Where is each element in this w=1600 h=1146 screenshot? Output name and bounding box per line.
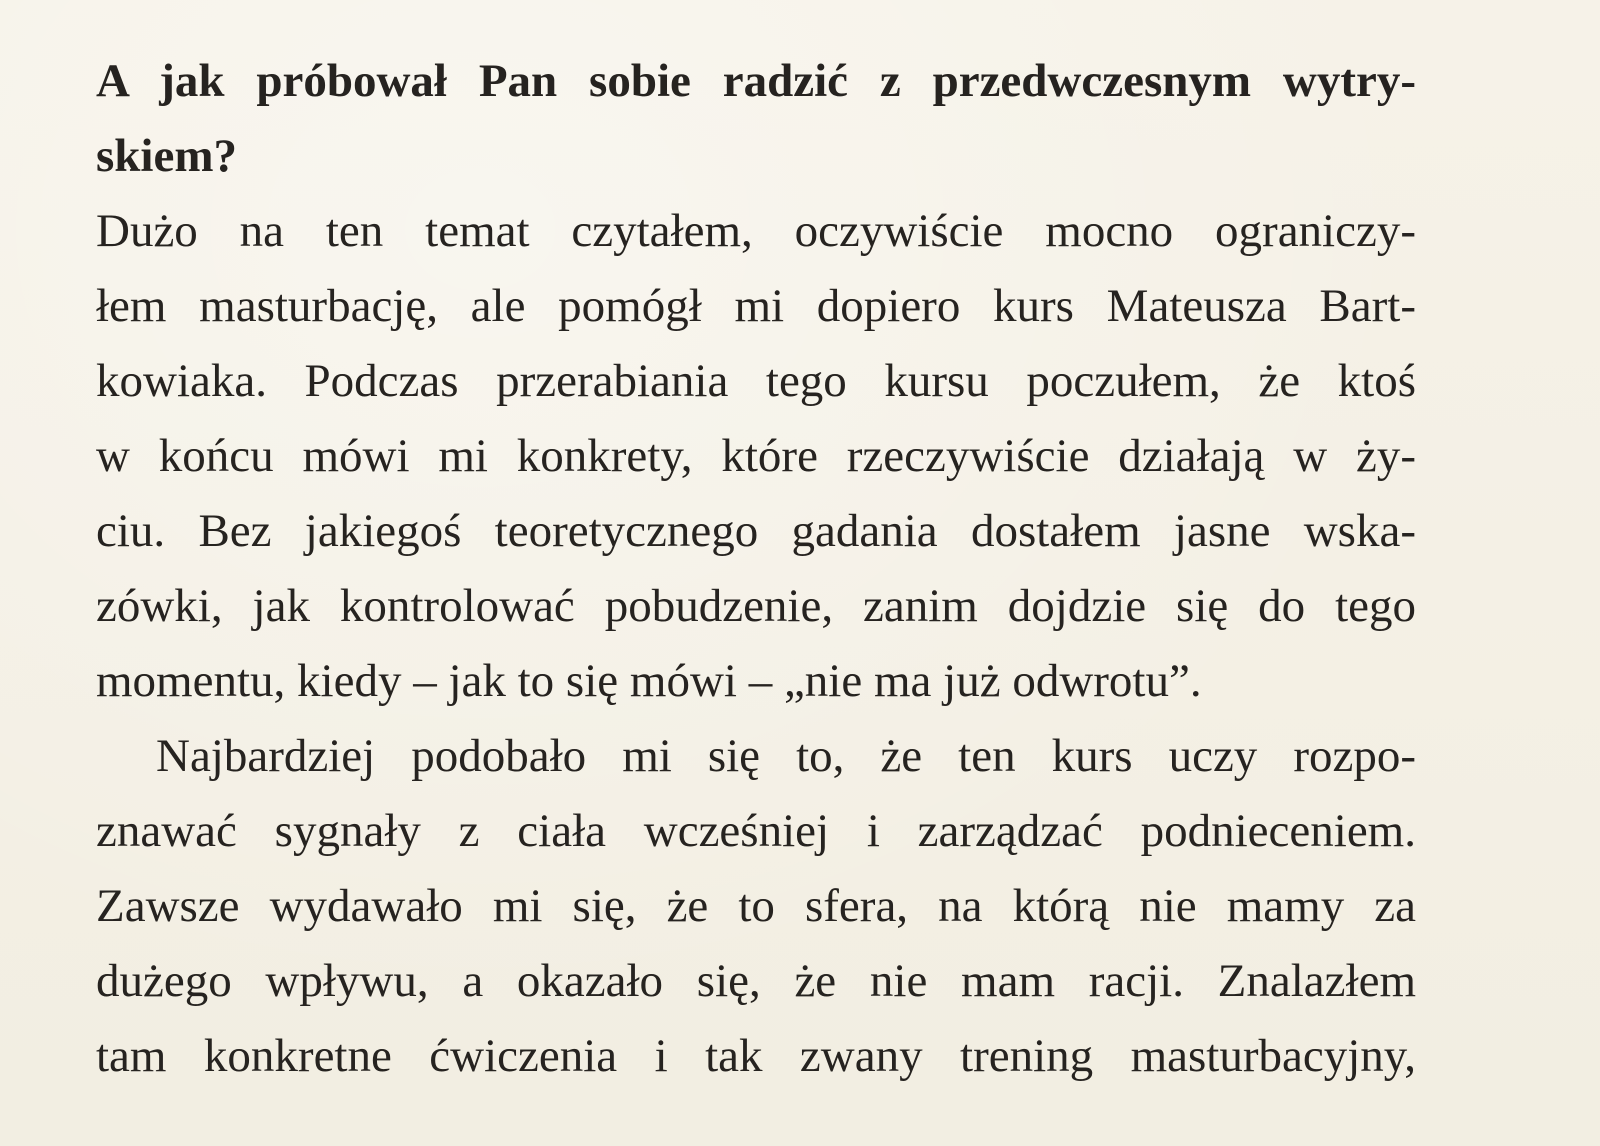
text-line: Dużo na ten temat czytałem, oczywiście mocno ograniczy- — [96, 205, 1416, 257]
interview-question — [96, 44, 1416, 194]
text-line: zówki, jak kontrolować pobudzenie, zanim dojdzie się do tego — [96, 580, 1416, 632]
text-line: znawać sygnały z ciała wcześniej i zarządzać podnieceniem. — [96, 805, 1416, 857]
text-line: łem masturbację, ale pomógł mi dopiero kurs Mateusza Bart- — [96, 280, 1416, 332]
text-line: dużego wpływu, a okazało się, że nie mam racji. Znalazłem — [96, 955, 1416, 1007]
question-line: skiem? — [96, 130, 237, 182]
page-text — [96, 44, 1416, 1094]
text-line: tam konkretne ćwiczenia i tak zwany trening masturbacyjny, — [96, 1030, 1416, 1082]
text-line: momentu, kiedy – jak to się mówi – „nie ma już odwrotu”. — [96, 655, 1202, 707]
question-line: A jak próbował Pan sobie radzić z przedwczesnym wytry- — [96, 55, 1416, 107]
answer-paragraph-1 — [96, 194, 1416, 719]
text-line: Najbardziej podobało mi się to, że ten kurs uczy rozpo- — [156, 730, 1416, 782]
text-line: kowiaka. Podczas przerabiania tego kursu poczułem, że ktoś — [96, 355, 1416, 407]
text-line: Zawsze wydawało mi się, że to sfera, na którą nie mamy za — [96, 880, 1416, 932]
answer-paragraph-2 — [96, 719, 1416, 1094]
text-line: w końcu mówi mi konkrety, które rzeczywiście działają w ży- — [96, 430, 1416, 482]
text-line: ciu. Bez jakiegoś teoretycznego gadania dostałem jasne wska- — [96, 505, 1416, 557]
